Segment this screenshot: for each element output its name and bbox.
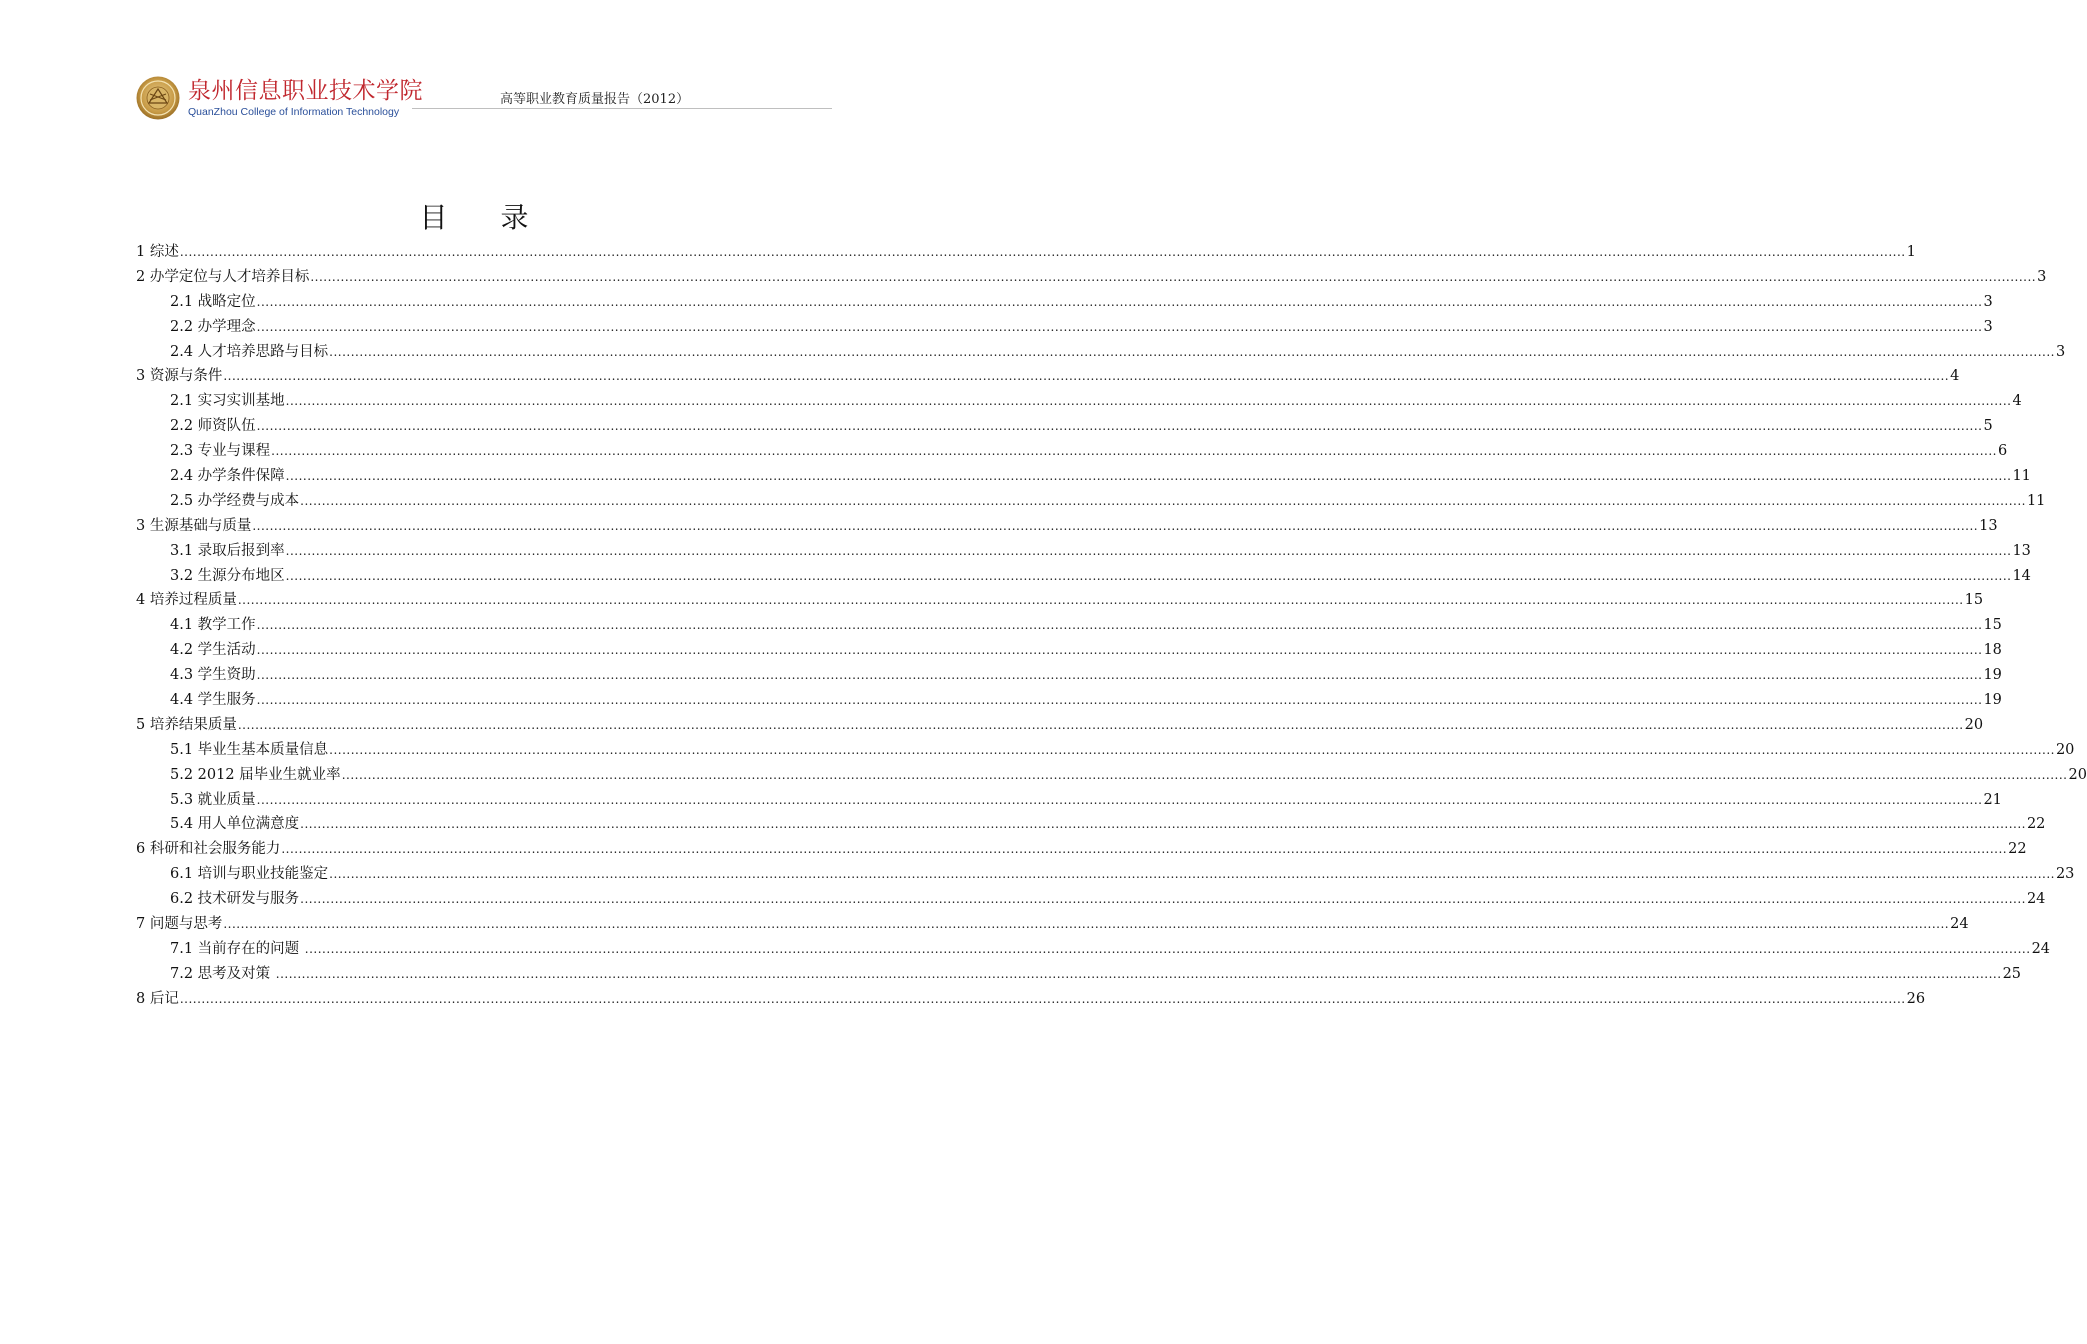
toc-entry[interactable] <box>136 290 1993 315</box>
toc-dot-leader: ................................................................................................................................................................................................................................................................................................................................................................................................................ <box>281 842 2008 857</box>
toc-dot-leader: ................................................................................................................................................................................................................................................................................................................................................................................................................ <box>256 668 1983 683</box>
toc-entry-label: 5.4 用人单位满意度 <box>170 816 300 833</box>
toc-entry[interactable] <box>136 788 2002 813</box>
toc-entry-label: 6 科研和社会服务能力 <box>136 841 281 858</box>
toc-dot-leader: ................................................................................................................................................................................................................................................................................................................................................................................................................ <box>329 742 2055 757</box>
toc-entry-page: 21 <box>1983 791 2002 808</box>
toc-dot-leader: ................................................................................................................................................................................................................................................................................................................................................................................................................ <box>256 643 1983 658</box>
toc-entry[interactable] <box>136 340 2066 365</box>
toc-dot-leader: ................................................................................................................................................................................................................................................................................................................................................................................................................ <box>179 245 1906 259</box>
toc-entry[interactable] <box>136 439 2008 464</box>
toc-dot-leader: ................................................................................................................................................................................................................................................................................................................................................................................................................ <box>285 394 2012 409</box>
toc-entry-label: 2.3 专业与课程 <box>170 443 271 460</box>
toc-entry-label: 7.2 思考及对策 <box>170 965 275 982</box>
toc-entry-label: 2.1 实习实训基地 <box>170 393 285 410</box>
toc-dot-leader: ................................................................................................................................................................................................................................................................................................................................................................................................................ <box>237 717 1964 732</box>
toc-dot-leader: ................................................................................................................................................................................................................................................................................................................................................................................................................ <box>271 444 1997 459</box>
toc-entry-page: 3 <box>2055 343 2066 360</box>
toc-entry-label: 5.1 毕业生基本质量信息 <box>170 741 329 758</box>
toc-entry[interactable] <box>136 265 2047 290</box>
toc-entry[interactable] <box>136 414 1993 439</box>
toc-entry-label: 4.1 教学工作 <box>170 617 256 634</box>
report-title: 高等职业教育质量报告（2012） <box>500 92 690 107</box>
toc-entry[interactable] <box>136 812 2046 837</box>
toc-entry[interactable] <box>136 514 1998 539</box>
toc-entry-page: 15 <box>1983 617 2002 634</box>
toc-entry-page: 13 <box>2012 542 2031 559</box>
toc-entry[interactable] <box>136 389 2022 414</box>
toc-entry-label: 4 培养过程质量 <box>136 592 237 609</box>
toc-entry-label: 4.3 学生资助 <box>170 667 256 684</box>
toc-entry[interactable] <box>136 663 2002 688</box>
toc-entry[interactable] <box>136 464 2031 489</box>
toc-entry-page: 19 <box>1983 692 2002 709</box>
toc-entry[interactable] <box>136 937 2051 962</box>
toc-entry-page: 1 <box>1906 244 1916 260</box>
school-name-cn: 泉州信息职业技术学院 <box>188 78 423 104</box>
toc-entry[interactable] <box>136 638 2002 663</box>
toc-entry[interactable] <box>136 688 2002 713</box>
toc-dot-leader: ................................................................................................................................................................................................................................................................................................................................................................................................................ <box>285 469 2012 484</box>
toc-dot-leader: ................................................................................................................................................................................................................................................................................................................................................................................................................ <box>275 966 2002 981</box>
toc-entry-label: 2.5 办学经费与成本 <box>170 492 300 509</box>
school-seal-icon <box>136 76 180 120</box>
toc-entry-page: 22 <box>2008 841 2027 858</box>
toc-entry[interactable] <box>136 738 2075 763</box>
toc-entry-page: 20 <box>2068 766 2087 783</box>
toc-entry-page: 24 <box>2026 891 2046 908</box>
toc-entry[interactable] <box>136 539 2031 564</box>
toc-entry-label: 2.2 办学理念 <box>170 318 256 335</box>
toc-entry-label: 2.2 师资队伍 <box>170 418 256 435</box>
toc-dot-leader: ................................................................................................................................................................................................................................................................................................................................................................................................................ <box>252 518 1979 533</box>
toc-entry-page: 20 <box>2055 741 2075 758</box>
toc-entry[interactable] <box>136 315 1993 340</box>
toc-entry-page: 15 <box>1964 592 1984 609</box>
toc-entry-page: 11 <box>2012 468 2031 485</box>
toc-entry[interactable] <box>136 837 2027 862</box>
toc-dot-leader: ................................................................................................................................................................................................................................................................................................................................................................................................................ <box>300 892 2026 907</box>
toc-entry-label: 7 问题与思考 <box>136 916 223 933</box>
toc-entry-page: 11 <box>2026 492 2046 509</box>
toc-dot-leader: ................................................................................................................................................................................................................................................................................................................................................................................................................ <box>256 419 1983 434</box>
toc-entry-page: 26 <box>1906 990 1926 1007</box>
page-header <box>136 74 832 124</box>
toc-entry[interactable] <box>136 962 2022 987</box>
table-of-contents <box>136 240 2087 1012</box>
toc-entry[interactable] <box>136 564 2031 589</box>
toc-dot-leader: ................................................................................................................................................................................................................................................................................................................................................................................................................ <box>329 344 2055 359</box>
toc-entry[interactable] <box>136 613 2002 638</box>
toc-entry-page: 4 <box>1950 368 1960 385</box>
toc-entry[interactable] <box>136 862 2075 887</box>
toc-entry[interactable] <box>136 987 1926 1012</box>
toc-entry[interactable] <box>136 887 2046 912</box>
toc-entry-label: 6.1 培训与职业技能鉴定 <box>170 866 329 883</box>
toc-dot-leader: ................................................................................................................................................................................................................................................................................................................................................................................................................ <box>223 369 1950 384</box>
toc-entry-label: 5.2 2012 届毕业生就业率 <box>170 766 341 783</box>
header-divider <box>412 108 832 109</box>
toc-entry-label: 3 资源与条件 <box>136 368 223 385</box>
toc-entry-label: 2.4 人才培养思路与目标 <box>170 343 329 360</box>
toc-dot-leader: ................................................................................................................................................................................................................................................................................................................................................................................................................ <box>329 867 2055 882</box>
toc-entry-page: 20 <box>1964 716 1984 733</box>
toc-dot-leader: ................................................................................................................................................................................................................................................................................................................................................................................................................ <box>304 941 2031 956</box>
toc-entry-page: 18 <box>1983 642 2002 659</box>
toc-entry-page: 3 <box>2037 268 2047 285</box>
toc-entry[interactable] <box>136 588 1984 613</box>
toc-entry-page: 13 <box>1979 517 1998 534</box>
toc-dot-leader: ................................................................................................................................................................................................................................................................................................................................................................................................................ <box>256 693 1983 708</box>
toc-entry[interactable] <box>136 364 1960 389</box>
toc-entry-page: 19 <box>1983 667 2002 684</box>
toc-heading: 目 录 <box>419 201 551 234</box>
toc-entry-label: 3.1 录取后报到率 <box>170 542 285 559</box>
toc-entry-label: 4.2 学生活动 <box>170 642 256 659</box>
toc-dot-leader: ................................................................................................................................................................................................................................................................................................................................................................................................................ <box>237 593 1964 608</box>
toc-dot-leader: ................................................................................................................................................................................................................................................................................................................................................................................................................ <box>310 269 2037 284</box>
toc-entry-page: 14 <box>2012 567 2031 584</box>
toc-entry-label: 3 生源基础与质量 <box>136 517 252 534</box>
toc-dot-leader: ................................................................................................................................................................................................................................................................................................................................................................................................................ <box>285 568 2012 583</box>
toc-dot-leader: ................................................................................................................................................................................................................................................................................................................................................................................................................ <box>300 817 2026 832</box>
toc-dot-leader: ................................................................................................................................................................................................................................................................................................................................................................................................................ <box>341 767 2068 782</box>
toc-entry-label: 7.1 当前存在的问题 <box>170 940 304 957</box>
toc-entry[interactable] <box>136 912 1969 937</box>
toc-entry-label: 2 办学定位与人才培养目标 <box>136 268 310 285</box>
school-name-en: QuanZhou College of Information Technology <box>188 106 400 118</box>
toc-entry-label: 8 后记 <box>136 990 179 1007</box>
toc-entry-page: 4 <box>2012 393 2022 410</box>
toc-entry-page: 6 <box>1997 443 2008 460</box>
toc-entry-page: 5 <box>1983 418 1993 435</box>
toc-dot-leader: ................................................................................................................................................................................................................................................................................................................................................................................................................ <box>179 991 1906 1006</box>
toc-entry[interactable] <box>136 489 2046 514</box>
toc-dot-leader: ................................................................................................................................................................................................................................................................................................................................................................................................................ <box>256 618 1983 633</box>
toc-entry-label: 2.1 战略定位 <box>170 293 256 310</box>
toc-entry-label: 6.2 技术研发与服务 <box>170 891 300 908</box>
toc-dot-leader: ................................................................................................................................................................................................................................................................................................................................................................................................................ <box>256 792 1983 807</box>
toc-entry-page: 3 <box>1983 293 1993 310</box>
toc-entry[interactable] <box>136 713 1984 738</box>
toc-entry-page: 24 <box>2031 940 2051 957</box>
toc-entry-page: 22 <box>2026 816 2046 833</box>
toc-entry[interactable] <box>136 240 1916 265</box>
toc-entry-page: 24 <box>1950 916 1969 933</box>
toc-entry-label: 5.3 就业质量 <box>170 791 256 808</box>
toc-entry-label: 1 综述 <box>136 244 179 260</box>
toc-dot-leader: ................................................................................................................................................................................................................................................................................................................................................................................................................ <box>256 319 1983 334</box>
toc-entry[interactable] <box>136 763 2087 788</box>
toc-entry-page: 3 <box>1983 318 1993 335</box>
toc-entry-label: 5 培养结果质量 <box>136 716 237 733</box>
toc-entry-label: 2.4 办学条件保障 <box>170 468 285 485</box>
toc-dot-leader: ................................................................................................................................................................................................................................................................................................................................................................................................................ <box>256 294 1983 309</box>
toc-dot-leader: ................................................................................................................................................................................................................................................................................................................................................................................................................ <box>285 543 2012 558</box>
toc-dot-leader: ................................................................................................................................................................................................................................................................................................................................................................................................................ <box>223 917 1950 932</box>
toc-entry-label: 4.4 学生服务 <box>170 692 256 709</box>
toc-entry-label: 3.2 生源分布地区 <box>170 567 285 584</box>
toc-dot-leader: ................................................................................................................................................................................................................................................................................................................................................................................................................ <box>300 493 2026 508</box>
toc-entry-page: 23 <box>2055 866 2075 883</box>
toc-entry-page: 25 <box>2002 965 2022 982</box>
